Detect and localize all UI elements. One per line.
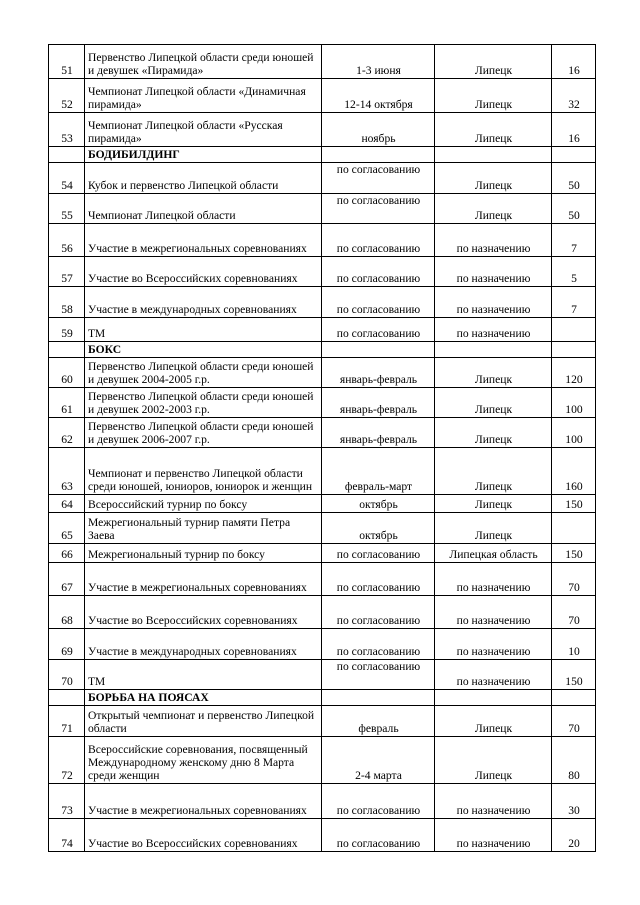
row-number: 57: [49, 257, 85, 287]
section-date-cell: [322, 342, 435, 358]
event-place: Липецк: [435, 358, 552, 388]
section-title: БОКС: [85, 342, 322, 358]
event-name: Открытый чемпионат и первенство Липецкой области: [85, 706, 322, 737]
table-row: [49, 388, 596, 418]
participant-count: 100: [552, 418, 596, 448]
event-date: январь-февраль: [322, 418, 435, 448]
section-count-cell: [552, 147, 596, 163]
table-row: [49, 224, 596, 257]
section-number-cell: [49, 342, 85, 358]
row-number: 70: [49, 660, 85, 690]
section-place-cell: [435, 690, 552, 706]
event-name: Участие в межрегиональных соревнованиях: [85, 224, 322, 257]
section-place-cell: [435, 147, 552, 163]
event-date: октябрь: [322, 513, 435, 544]
table-row: [49, 513, 596, 544]
event-name: Участие в международных соревнованиях: [85, 629, 322, 660]
event-place: по назначению: [435, 563, 552, 596]
table-row: [49, 544, 596, 563]
event-name: ТМ: [85, 318, 322, 342]
table-row: [49, 257, 596, 287]
row-number: 69: [49, 629, 85, 660]
table-row: [49, 819, 596, 852]
participant-count: 16: [552, 113, 596, 147]
event-name: Участие во Всероссийских соревнованиях: [85, 819, 322, 852]
table-row: [49, 45, 596, 79]
document-page: [48, 44, 595, 852]
participant-count: 120: [552, 358, 596, 388]
table-row: [49, 563, 596, 596]
event-name: Участие в международных соревнованиях: [85, 287, 322, 318]
table-row: [49, 629, 596, 660]
participant-count: 50: [552, 194, 596, 224]
event-name: Межрегиональный турнир по боксу: [85, 544, 322, 563]
row-number: 53: [49, 113, 85, 147]
participant-count: 150: [552, 544, 596, 563]
table-row: [49, 706, 596, 737]
events-table: [48, 44, 596, 852]
event-name: Чемпионат и первенство Липецкой области среди юношей, юниоров, юниорок и женщин: [85, 448, 322, 495]
table-row: [49, 318, 596, 342]
event-date: по согласованию: [322, 629, 435, 660]
table-row: [49, 113, 596, 147]
participant-count: 10: [552, 629, 596, 660]
event-place: по назначению: [435, 660, 552, 690]
table-row: [49, 448, 596, 495]
row-number: 68: [49, 596, 85, 629]
event-place: Липецк: [435, 79, 552, 113]
section-count-cell: [552, 690, 596, 706]
section-date-cell: [322, 690, 435, 706]
event-date: по согласованию: [322, 784, 435, 819]
row-number: 71: [49, 706, 85, 737]
participant-count: 150: [552, 495, 596, 513]
event-date: ноябрь: [322, 113, 435, 147]
table-row: [49, 79, 596, 113]
event-date: по согласованию: [322, 318, 435, 342]
event-place: Липецк: [435, 45, 552, 79]
event-date: по согласованию: [322, 563, 435, 596]
event-place: Липецк: [435, 495, 552, 513]
event-name: Чемпионат Липецкой области: [85, 194, 322, 224]
event-date: по согласованию: [322, 544, 435, 563]
table-row: [49, 737, 596, 784]
event-date: по согласованию: [322, 163, 435, 194]
event-name: Чемпионат Липецкой области «Русская пирамида»: [85, 113, 322, 147]
section-header-row: [49, 147, 596, 163]
section-place-cell: [435, 342, 552, 358]
row-number: 64: [49, 495, 85, 513]
participant-count: 30: [552, 784, 596, 819]
participant-count: [552, 318, 596, 342]
event-date: январь-февраль: [322, 388, 435, 418]
row-number: 66: [49, 544, 85, 563]
participant-count: 50: [552, 163, 596, 194]
table-row: [49, 358, 596, 388]
table-row: [49, 660, 596, 690]
row-number: 54: [49, 163, 85, 194]
event-date: 12-14 октября: [322, 79, 435, 113]
participant-count: 100: [552, 388, 596, 418]
event-place: Липецк: [435, 513, 552, 544]
section-date-cell: [322, 147, 435, 163]
event-place: Липецк: [435, 113, 552, 147]
table-row: [49, 495, 596, 513]
events-table-body: [49, 45, 596, 852]
row-number: 60: [49, 358, 85, 388]
event-name: Первенство Липецкой области среди юношей и девушек «Пирамида»: [85, 45, 322, 79]
event-place: Липецк: [435, 706, 552, 737]
event-date: по согласованию: [322, 596, 435, 629]
row-number: 72: [49, 737, 85, 784]
participant-count: 7: [552, 224, 596, 257]
event-name: Участие во Всероссийских соревнованиях: [85, 596, 322, 629]
row-number: 56: [49, 224, 85, 257]
event-name: Участие в межрегиональных соревнованиях: [85, 563, 322, 596]
row-number: 51: [49, 45, 85, 79]
event-place: по назначению: [435, 629, 552, 660]
event-place: по назначению: [435, 287, 552, 318]
row-number: 61: [49, 388, 85, 418]
participant-count: 70: [552, 563, 596, 596]
row-number: 62: [49, 418, 85, 448]
event-place: по назначению: [435, 784, 552, 819]
event-name: Первенство Липецкой области среди юношей и девушек 2004-2005 г.р.: [85, 358, 322, 388]
event-place: по назначению: [435, 819, 552, 852]
event-date: по согласованию: [322, 819, 435, 852]
event-place: Липецк: [435, 388, 552, 418]
event-name: ТМ: [85, 660, 322, 690]
event-place: по назначению: [435, 596, 552, 629]
row-number: 52: [49, 79, 85, 113]
event-date: февраль-март: [322, 448, 435, 495]
event-name: Первенство Липецкой области среди юношей и девушек 2002-2003 г.р.: [85, 388, 322, 418]
event-name: Участие во Всероссийских соревнованиях: [85, 257, 322, 287]
event-place: Липецк: [435, 163, 552, 194]
event-name: Участие в межрегиональных соревнованиях: [85, 784, 322, 819]
event-date: по согласованию: [322, 257, 435, 287]
participant-count: 16: [552, 45, 596, 79]
participant-count: 5: [552, 257, 596, 287]
participant-count: 160: [552, 448, 596, 495]
table-row: [49, 287, 596, 318]
event-date: по согласованию: [322, 194, 435, 224]
table-row: [49, 194, 596, 224]
event-place: Липецкая область: [435, 544, 552, 563]
table-row: [49, 784, 596, 819]
participant-count: [552, 513, 596, 544]
section-title: БОРЬБА НА ПОЯСАХ: [85, 690, 322, 706]
row-number: 65: [49, 513, 85, 544]
participant-count: 80: [552, 737, 596, 784]
event-name: Всероссийский турнир по боксу: [85, 495, 322, 513]
event-date: по согласованию: [322, 287, 435, 318]
event-date: февраль: [322, 706, 435, 737]
section-number-cell: [49, 147, 85, 163]
event-date: по согласованию: [322, 660, 435, 690]
section-number-cell: [49, 690, 85, 706]
participant-count: 7: [552, 287, 596, 318]
participant-count: 32: [552, 79, 596, 113]
participant-count: 150: [552, 660, 596, 690]
table-row: [49, 163, 596, 194]
row-number: 73: [49, 784, 85, 819]
event-name: Всероссийские соревнования, посвященный Международному женскому дню 8 Марта среди женщин: [85, 737, 322, 784]
event-name: Межрегиональный турнир памяти Петра Заева: [85, 513, 322, 544]
row-number: 55: [49, 194, 85, 224]
event-date: октябрь: [322, 495, 435, 513]
event-name: Первенство Липецкой области среди юношей и девушек 2006-2007 г.р.: [85, 418, 322, 448]
section-count-cell: [552, 342, 596, 358]
event-place: Липецк: [435, 418, 552, 448]
event-date: 2-4 марта: [322, 737, 435, 784]
event-place: Липецк: [435, 737, 552, 784]
event-date: январь-февраль: [322, 358, 435, 388]
section-title: БОДИБИЛДИНГ: [85, 147, 322, 163]
table-row: [49, 418, 596, 448]
section-header-row: [49, 342, 596, 358]
participant-count: 70: [552, 706, 596, 737]
row-number: 59: [49, 318, 85, 342]
section-header-row: [49, 690, 596, 706]
row-number: 63: [49, 448, 85, 495]
event-place: Липецк: [435, 448, 552, 495]
event-place: по назначению: [435, 318, 552, 342]
event-name: Чемпионат Липецкой области «Динамичная пирамида»: [85, 79, 322, 113]
participant-count: 70: [552, 596, 596, 629]
event-place: по назначению: [435, 257, 552, 287]
event-name: Кубок и первенство Липецкой области: [85, 163, 322, 194]
table-row: [49, 596, 596, 629]
participant-count: 20: [552, 819, 596, 852]
row-number: 74: [49, 819, 85, 852]
row-number: 58: [49, 287, 85, 318]
event-date: 1-3 июня: [322, 45, 435, 79]
event-date: по согласованию: [322, 224, 435, 257]
row-number: 67: [49, 563, 85, 596]
event-place: Липецк: [435, 194, 552, 224]
event-place: по назначению: [435, 224, 552, 257]
